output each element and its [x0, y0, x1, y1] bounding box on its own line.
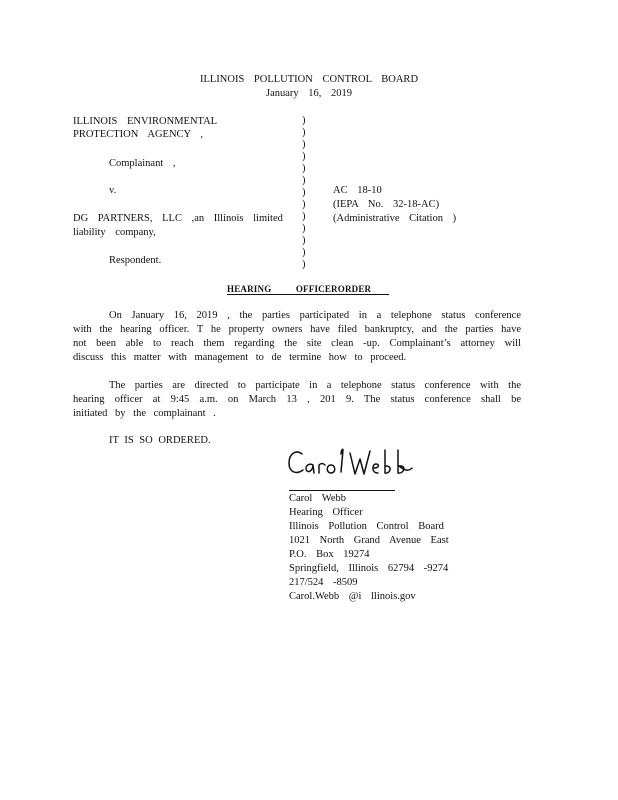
- caption-paren: ): [302, 115, 306, 126]
- defendant-name-line1: DG PARTNERS, LLC ,an Illinois limited: [73, 213, 283, 224]
- order-date: January 16, 2019: [265, 88, 353, 99]
- signer-city: Springfield, Illinois 62794 -9274: [289, 563, 449, 574]
- caption-paren: ): [302, 199, 306, 210]
- plaintiff-name-line1: ILLINOIS ENVIRONMENTAL: [73, 116, 218, 127]
- caption-paren: ): [302, 211, 306, 222]
- signature-block: [289, 492, 449, 604]
- signer-phone: 217/524 -8509: [289, 577, 358, 588]
- caption-divider: [302, 115, 306, 271]
- closing-statement: IT IS SO ORDERED.: [109, 435, 211, 446]
- complainant-label: Complainant ,: [109, 158, 176, 169]
- caption-paren: ): [302, 163, 306, 174]
- order-paragraph-2: The parties are directed to participate in a telephone status conference with the hearing officer at 9:45 a.m. on March 13 , 201 9. The status conference shall be initiated by the complainant .: [73, 380, 521, 419]
- signer-po-box: P.O. Box 19274: [289, 549, 370, 560]
- caption-paren: ): [302, 187, 306, 198]
- signer-title: Hearing Officer: [289, 507, 363, 518]
- order-heading: HEARING OFFICERORDER: [227, 284, 372, 294]
- signer-street-address: 1021 North Grand Avenue East: [289, 535, 449, 546]
- signer-email: Carol.Webb @i llinois.gov: [289, 591, 416, 602]
- citation-type: (Administrative Citation ): [333, 213, 457, 224]
- caption-paren: ): [302, 259, 306, 270]
- respondent-label: Respondent.: [109, 255, 162, 266]
- signer-name: Carol Webb: [289, 493, 346, 504]
- board-title: ILLINOIS POLLUTION CONTROL BOARD: [199, 74, 419, 85]
- signer-organization: Illinois Pollution Control Board: [289, 521, 444, 532]
- signature-line: [289, 490, 395, 491]
- caption-paren: ): [302, 139, 306, 150]
- case-number: AC 18-10: [333, 185, 382, 196]
- caption-paren: ): [302, 175, 306, 186]
- plaintiff-name-line2: PROTECTION AGENCY ,: [73, 129, 203, 140]
- defendant-name-line2: liability company,: [73, 227, 156, 238]
- caption-paren: ): [302, 235, 306, 246]
- order-heading-underline: [227, 294, 389, 295]
- order-paragraph-1: On January 16, 2019 , the parties participated in a telephone status conference with the hearing officer. T he property owners have filed bankruptcy, and the parties have not been able to reach them regarding the site clean -up. Complainant’s attorney will discuss this matter with management to de termine how to proceed.: [73, 310, 521, 363]
- caption-paren: ): [302, 151, 306, 162]
- caption-paren: ): [302, 247, 306, 258]
- caption-paren: ): [302, 127, 306, 138]
- versus-label: v.: [109, 185, 117, 196]
- caption-paren: ): [302, 223, 306, 234]
- handwritten-signature: [286, 446, 416, 482]
- iepa-number: (IEPA No. 32-18-AC): [333, 199, 440, 210]
